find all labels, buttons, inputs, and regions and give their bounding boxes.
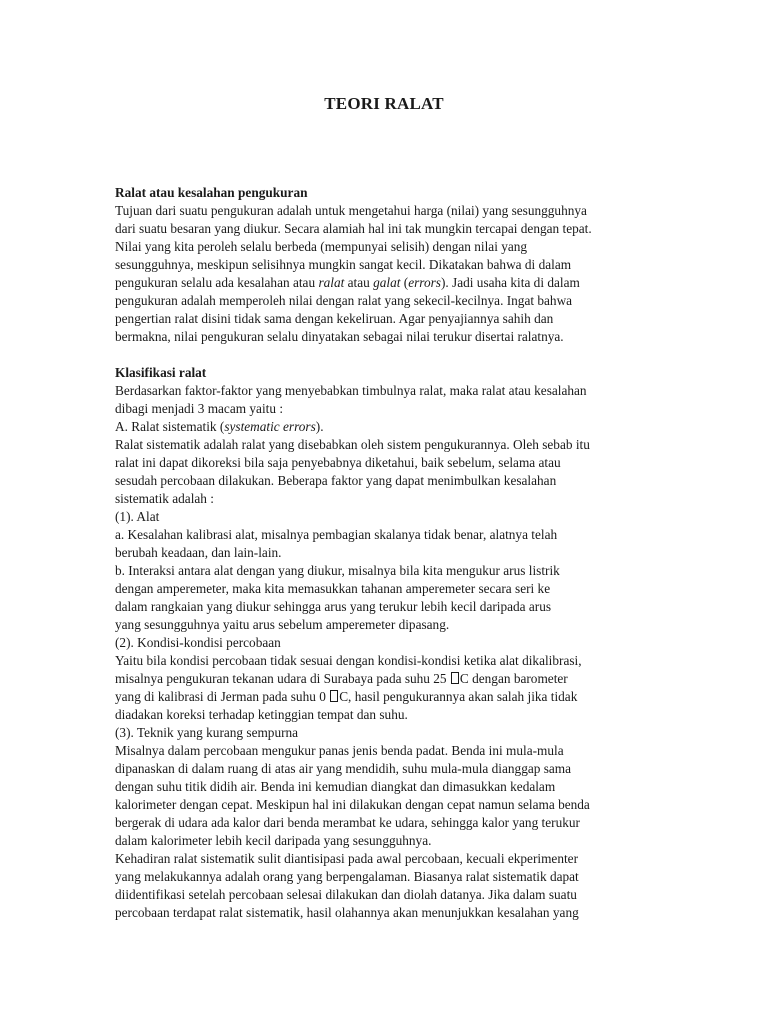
paragraph-line: percobaan terdapat ralat sistematik, hasil olahannya akan menunjukkan kesalahan yang [115, 905, 579, 920]
paragraph-line: Nilai yang kita peroleh selalu berbeda (mempunyai selisih) dengan nilai yang [115, 239, 528, 254]
paragraph-line: dari suatu besaran yang diukur. Secara alamiah hal ini tak mungkin tercapai dengan tepat. [115, 221, 592, 236]
text-run: A. Ralat sistematik ( [115, 419, 225, 434]
paragraph-line: Kehadiran ralat sistematik sulit diantisipasi pada awal percobaan, kecuali ekperimenter [115, 851, 578, 866]
paragraph-line: dalam kalorimeter lebih kecil daripada yang sesungguhnya. [115, 833, 432, 848]
paragraph-line: dengan amperemeter, maka kita memasukkan tahanan amperemeter secara seri ke [115, 581, 551, 596]
text-run: ( [400, 275, 409, 290]
paragraph-line: yang sesungguhnya yaitu arus sebelum amperemeter dipasang. [115, 617, 450, 632]
paragraph-line: Misalnya dalam percobaan mengukur panas jenis benda padat. Benda ini mula-mula [115, 743, 564, 758]
paragraph-line: dalam rangkaian yang diukur sehingga arus yang terukur lebih kecil daripada arus [115, 599, 552, 614]
paragraph-line: pengertian ralat disini tidak sama dengan kekeliruan. Agar penyajiannya sahih dan [115, 311, 554, 326]
paragraph-line: a. Kesalahan kalibrasi alat, misalnya pembagian skalanya tidak benar, alatnya telah [115, 527, 558, 542]
list-item-ralat-sistematik [115, 418, 660, 436]
paragraph-line [115, 670, 660, 688]
list-item-teknik: (3). Teknik yang kurang sempurna [115, 725, 299, 740]
italic-term-systematic-errors: systematic errors [224, 419, 316, 434]
text-run: C, hasil pengukurannya akan salah jika tidak [339, 689, 578, 704]
paragraph-line: bermakna, nilai pengukuran selalu dinyatakan sebagai nilai terukur disertai ralatnya. [115, 329, 564, 344]
paragraph-line: kalorimeter dengan cepat. Meskipun hal ini dilakukan dengan cepat namun selama benda [115, 797, 590, 812]
section-heading-ralat: Ralat atau kesalahan pengukuran [115, 185, 308, 200]
text-run: C dengan barometer [459, 671, 568, 686]
italic-term-galat: galat [373, 275, 401, 290]
paragraph-line: sesungguhnya, meskipun selisihnya mungkin sangat kecil. Dikatakan bahwa di dalam [115, 257, 572, 272]
paragraph-line: dipanaskan di dalam ruang di atas air yang mendidih, suhu mula-mula dianggap sama [115, 761, 572, 776]
paragraph-line: berubah keadaan, dan lain-lain. [115, 545, 282, 560]
paragraph-line: dibagi menjadi 3 macam yaitu : [115, 401, 284, 416]
paragraph-line: pengukuran adalah memperoleh nilai dengan ralat yang sekecil-kecilnya. Ingat bahwa [115, 293, 573, 308]
paragraph-line: sesudah percobaan dilakukan. Beberapa faktor yang dapat menimbulkan kesalahan [115, 473, 557, 488]
paragraph-spacer [115, 346, 660, 364]
text-run: pengukuran selalu ada kesalahan atau [115, 275, 319, 290]
missing-glyph-box-icon [330, 690, 338, 702]
paragraph-line: ralat ini dapat dikoreksi bila saja penyebabnya diketahui, baik sebelum, selama atau [115, 455, 561, 470]
list-item-alat: (1). Alat [115, 509, 160, 524]
paragraph-line: diadakan koreksi terhadap ketinggian tempat dan suhu. [115, 707, 408, 722]
paragraph-line: Ralat sistematik adalah ralat yang disebabkan oleh sistem pengukurannya. Oleh sebab itu [115, 437, 590, 452]
text-run: yang di kalibrasi di Jerman pada suhu 0 [115, 689, 330, 704]
italic-term-errors: errors [408, 275, 441, 290]
paragraph-line: diidentifikasi setelah percobaan selesai dilakukan dan diolah datanya. Jika dalam suatu [115, 887, 577, 902]
paragraph-line [115, 688, 660, 706]
paragraph-line: dengan suhu titik didih air. Benda ini kemudian diangkat dan dimasukkan kedalam [115, 779, 556, 794]
paragraph-line: Yaitu bila kondisi percobaan tidak sesuai dengan kondisi-kondisi ketika alat dikalibrasi, [115, 653, 582, 668]
text-run: ). [315, 419, 324, 434]
paragraph-line: bergerak di udara ada kalor dari benda merambat ke udara, sehingga kalor yang terukur [115, 815, 580, 830]
paragraph-line [115, 274, 660, 292]
document-body [115, 184, 660, 922]
text-run: ). Jadi usaha kita di dalam [440, 275, 580, 290]
paragraph-line: yang melakukannya adalah orang yang berpengalaman. Biasanya ralat sistematik dapat [115, 869, 579, 884]
list-item-kondisi-percobaan: (2). Kondisi-kondisi percobaan [115, 635, 281, 650]
paragraph-line: Berdasarkan faktor-faktor yang menyebabkan timbulnya ralat, maka ralat atau kesalahan [115, 383, 587, 398]
paragraph-line: b. Interaksi antara alat dengan yang diukur, misalnya bila kita mengukur arus listrik [115, 563, 560, 578]
italic-term-ralat: ralat [318, 275, 345, 290]
paragraph-line: sistematik adalah : [115, 491, 214, 506]
text-run: misalnya pengukuran tekanan udara di Surabaya pada suhu 25 [115, 671, 450, 686]
paragraph-line: Tujuan dari suatu pengukuran adalah untuk mengetahui harga (nilai) yang sesungguhnya [115, 203, 587, 218]
section-heading-klasifikasi: Klasifikasi ralat [115, 365, 207, 380]
document-title: TEORI RALAT [324, 94, 444, 113]
text-run: atau [344, 275, 374, 290]
missing-glyph-box-icon [451, 672, 459, 684]
